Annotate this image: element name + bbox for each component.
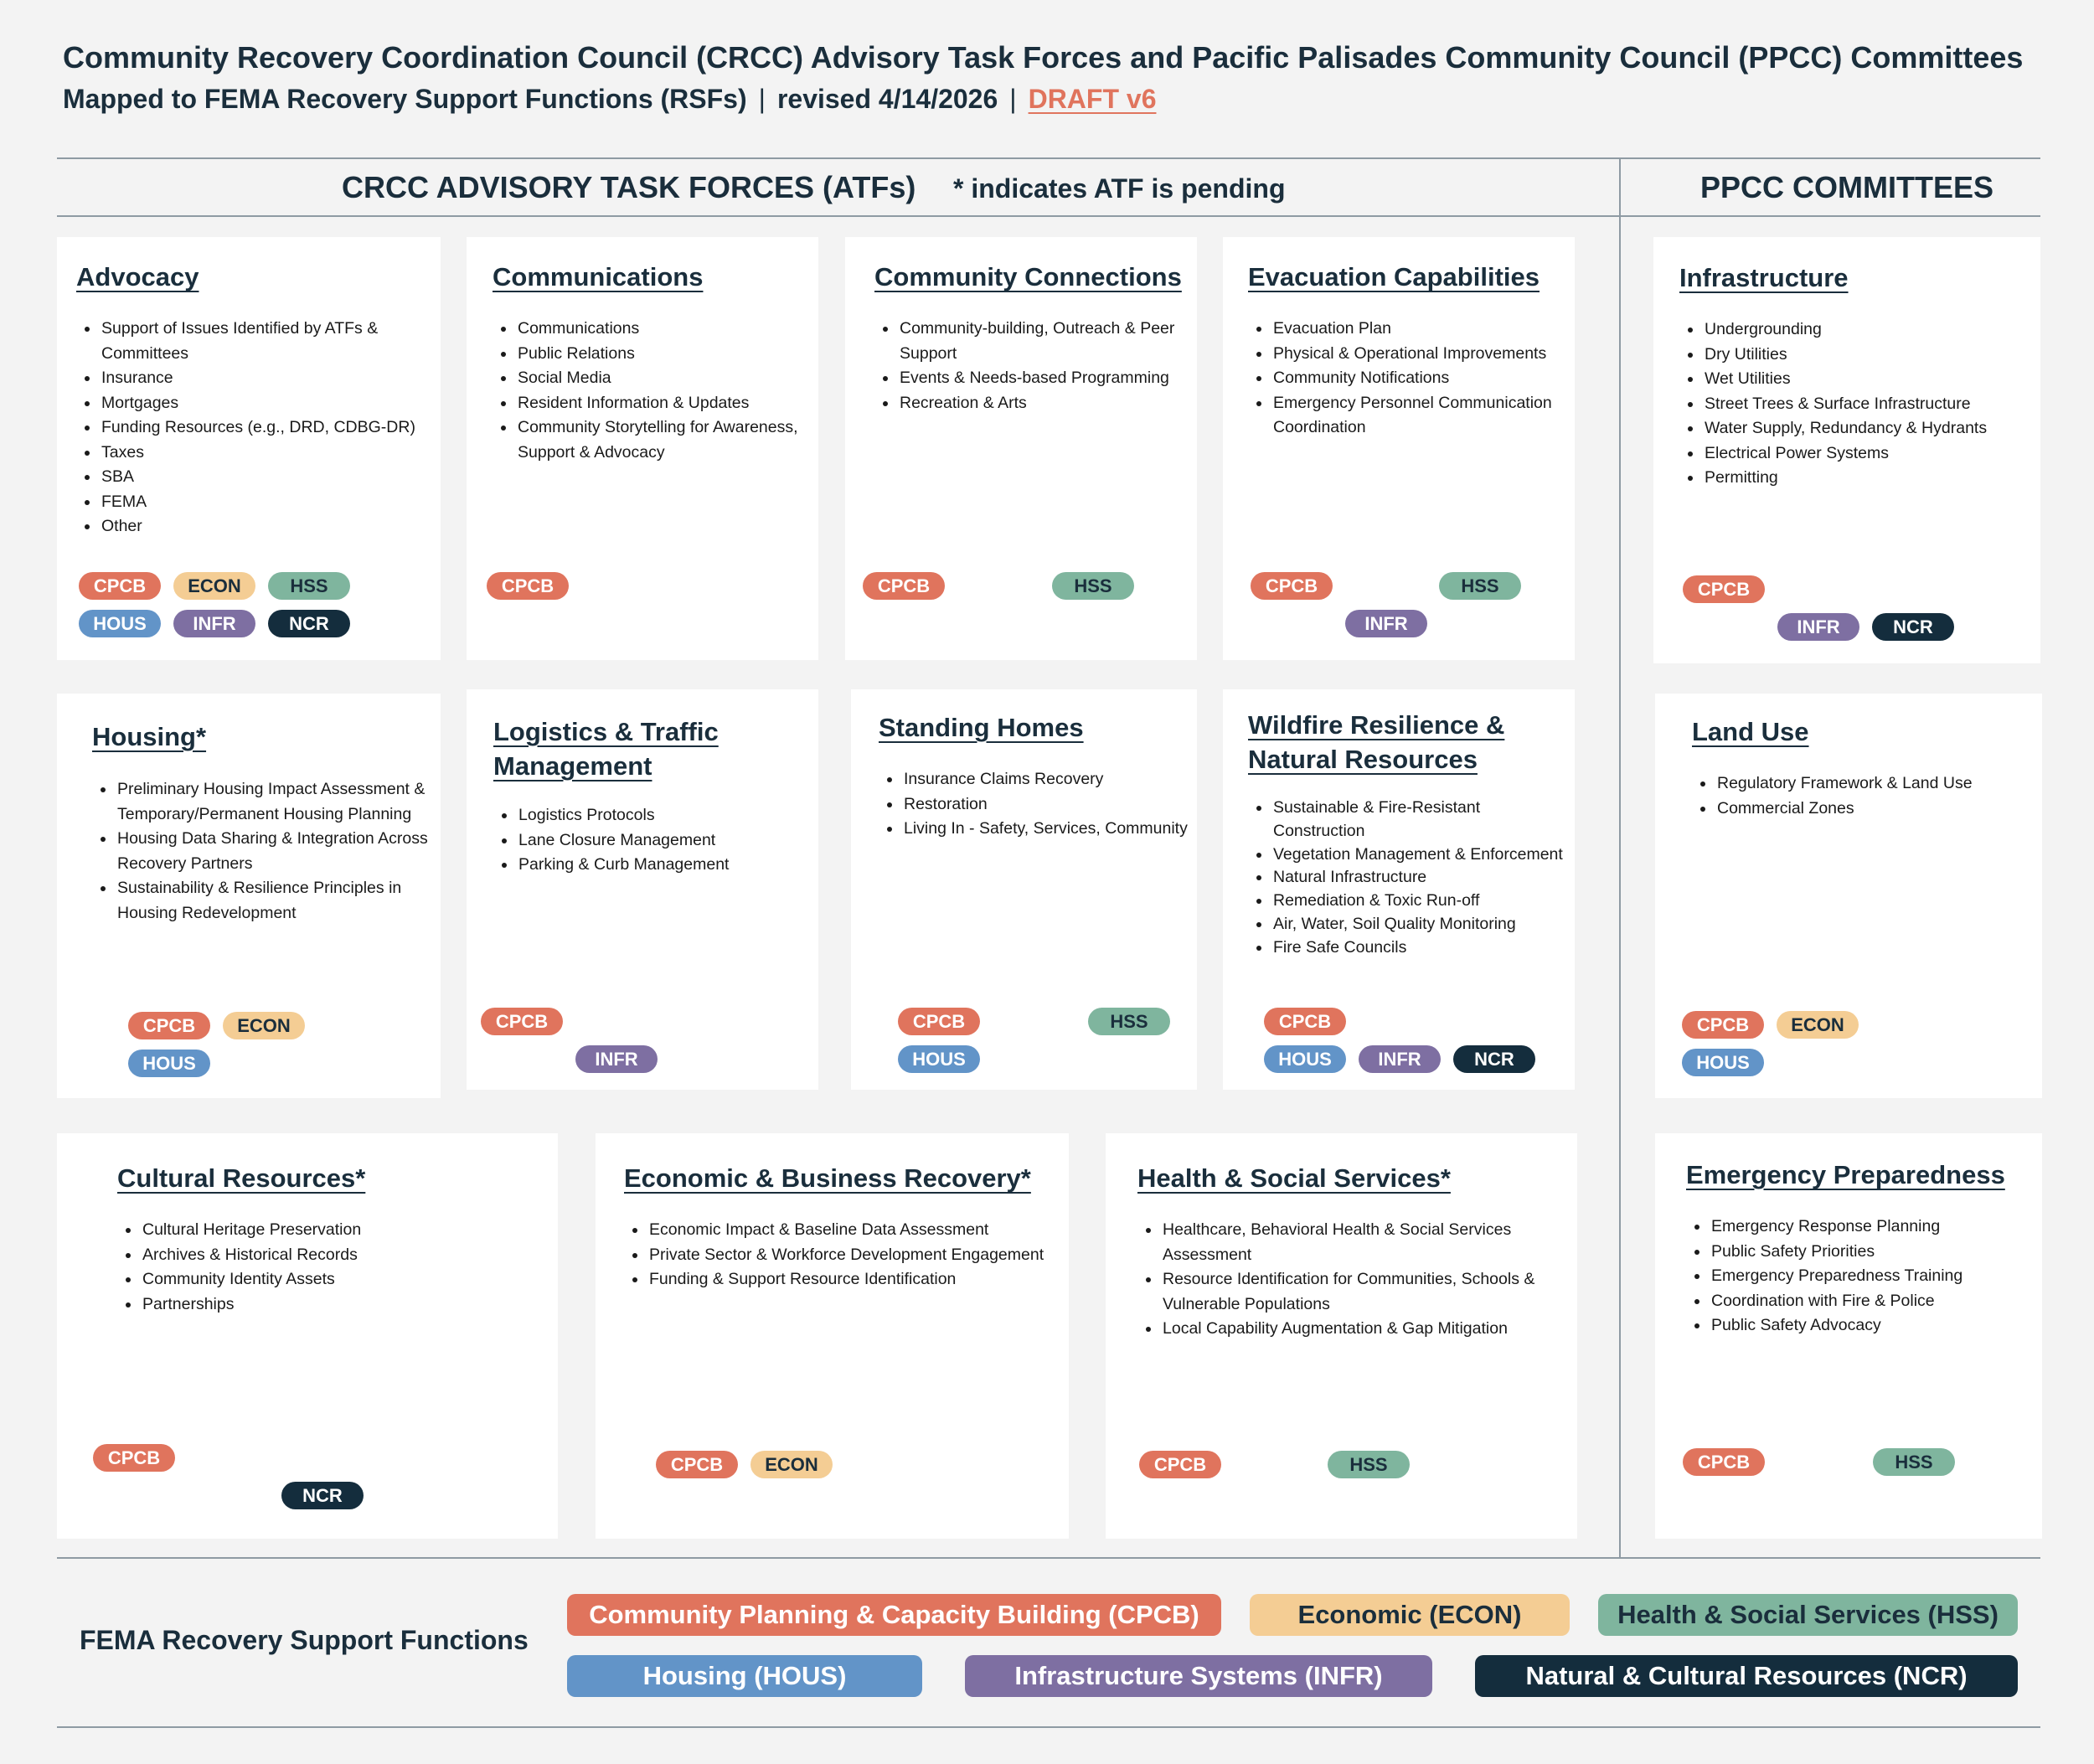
card-item: • Electrical Power Systems (1703, 441, 2055, 467)
card-item: • Mortgages (100, 391, 443, 416)
top-divider (57, 157, 2040, 159)
card-title: Logistics & Traffic Management (493, 717, 719, 781)
card-item: • Commercial Zones (1715, 797, 2050, 822)
card-item: • SBA (100, 465, 443, 490)
card-item: • Natural Infrastructure (1271, 866, 1573, 890)
card-item: • Archives & Historical Records (141, 1243, 543, 1268)
card-item: • Public Safety Advocacy (1710, 1313, 2045, 1338)
rsf-tag-cpcb: CPCB (1682, 1011, 1764, 1039)
card-item: • Community Storytelling for Awareness, Support & Advocacy (516, 415, 826, 465)
rsf-tag-econ: ECON (173, 572, 255, 600)
rsf-tag-hss: HSS (1328, 1451, 1410, 1478)
revision-date: revised 4/14/2026 (776, 84, 998, 114)
card-item: • Fire Safe Councils (1271, 936, 1573, 960)
column-divider (1619, 157, 1621, 1558)
legend-hss: Health & Social Services (HSS) (1598, 1594, 2018, 1636)
atf-card-cultural-resources (57, 1133, 558, 1539)
atf-card-communications (467, 237, 818, 660)
card-item: • Physical & Operational Improvements (1271, 342, 1581, 367)
card-item: • Resource Identification for Communities, Schools & Vulnerable Populations (1161, 1267, 1580, 1317)
rsf-tag-hss: HSS (1873, 1448, 1955, 1476)
card-item: • Private Sector & Workforce Development Engagement (647, 1243, 1083, 1268)
card-item: • Parking & Curb Management (517, 853, 827, 878)
atf-pending-note: * indicates ATF is pending (953, 173, 1286, 204)
rsf-tag-cpcb: CPCB (79, 572, 161, 600)
rsf-tag-infr: INFR (1359, 1045, 1441, 1073)
card-item: • Water Supply, Redundancy & Hydrants (1703, 416, 2055, 441)
card-item: • Air, Water, Soil Quality Monitoring (1271, 913, 1573, 936)
atf-card-economic-business (596, 1133, 1069, 1539)
rsf-tag-econ: ECON (750, 1451, 833, 1478)
card-item: • Emergency Personnel Communication Coordination (1271, 391, 1581, 441)
rsf-tag-infr: INFR (1777, 613, 1859, 641)
subtitle-mapping: Mapped to FEMA Recovery Support Functions (RSFs) (63, 84, 747, 114)
card-item: • Funding & Support Resource Identification (647, 1267, 1083, 1292)
card-item: • Wet Utilities (1703, 367, 2055, 392)
card-title: Land Use (1692, 717, 1809, 746)
card-item: • Insurance Claims Recovery (902, 767, 1204, 792)
atf-section-title: CRCC ADVISORY TASK FORCES (ATFs) (342, 170, 916, 204)
card-item: • Healthcare, Behavioral Health & Social Services Assessment (1161, 1218, 1580, 1267)
card-item: • Resident Information & Updates (516, 391, 826, 416)
card-item: • Communications (516, 317, 826, 342)
legend-bottom-divider (57, 1726, 2040, 1728)
card-item: • Partnerships (141, 1292, 543, 1318)
card-item: • Sustainable & Fire-Resistant Construction (1271, 797, 1573, 843)
atf-card-evacuation-capabilities (1223, 237, 1575, 660)
atf-card-housing (57, 694, 441, 1098)
rsf-tag-hous: HOUS (128, 1050, 210, 1077)
legend-ncr: Natural & Cultural Resources (NCR) (1475, 1655, 2018, 1697)
card-item: • Undergrounding (1703, 317, 2055, 343)
card-item: • Social Media (516, 366, 826, 391)
card-item: • Support of Issues Identified by ATFs & Committees (100, 317, 443, 366)
card-item: • FEMA (100, 490, 443, 515)
ppcc-card-emergency-preparedness (1655, 1133, 2042, 1539)
atf-card-health-social (1106, 1133, 1577, 1539)
card-item: • Preliminary Housing Impact Assessment & Temporary/Permanent Housing Planning (116, 777, 446, 827)
legend-infr: Infrastructure Systems (INFR) (965, 1655, 1432, 1697)
card-item: • Evacuation Plan (1271, 317, 1581, 342)
card-item: • Housing Data Sharing & Integration Across Recovery Partners (116, 827, 446, 876)
rsf-tag-hss: HSS (1088, 1008, 1170, 1035)
card-item: • Logistics Protocols (517, 803, 827, 828)
rsf-tag-econ: ECON (223, 1012, 305, 1039)
card-title: Communications (493, 262, 704, 291)
ppcc-section-title: PPCC COMMITTEES (1700, 170, 1994, 204)
card-item: • Recreation & Arts (898, 391, 1212, 416)
rsf-tag-cpcb: CPCB (863, 572, 945, 600)
rsf-tag-econ: ECON (1777, 1011, 1859, 1039)
card-item: • Public Relations (516, 342, 826, 367)
rsf-tag-hss: HSS (1439, 572, 1521, 600)
rsf-tag-cpcb: CPCB (1683, 1448, 1765, 1476)
atf-card-advocacy (57, 237, 441, 660)
card-item: • Street Trees & Surface Infrastructure (1703, 392, 2055, 417)
card-title: Housing* (92, 722, 207, 751)
rsf-tag-cpcb: CPCB (128, 1012, 210, 1039)
card-item: • Living In - Safety, Services, Community (902, 817, 1204, 842)
rsf-tag-ncr: NCR (1872, 613, 1954, 641)
card-title: Evacuation Capabilities (1248, 262, 1540, 291)
rsf-tag-hous: HOUS (79, 610, 161, 637)
card-item: • Emergency Preparedness Training (1710, 1264, 2045, 1289)
card-title: Infrastructure (1679, 263, 1849, 292)
rsf-tag-ncr: NCR (281, 1482, 364, 1509)
card-title: Advocacy (76, 262, 199, 291)
card-item: • Events & Needs-based Programming (898, 366, 1212, 391)
ppcc-card-land-use (1655, 694, 2042, 1098)
section-header-divider (57, 215, 2040, 217)
card-item: • Cultural Heritage Preservation (141, 1218, 543, 1243)
rsf-tag-infr: INFR (173, 610, 255, 637)
rsf-tag-cpcb: CPCB (93, 1444, 175, 1472)
rsf-tag-cpcb: CPCB (1264, 1008, 1346, 1035)
card-title: Health & Social Services* (1137, 1163, 1451, 1193)
subtitle-divider: | (1009, 84, 1017, 114)
atf-card-wildfire-resilience (1223, 689, 1575, 1090)
rsf-tag-hss: HSS (1052, 572, 1134, 600)
legend-hous: Housing (HOUS) (567, 1655, 922, 1697)
card-item: • Coordination with Fire & Police (1710, 1289, 2045, 1314)
rsf-tag-cpcb: CPCB (898, 1008, 980, 1035)
card-item: • Community Notifications (1271, 366, 1581, 391)
card-item: • Permitting (1703, 466, 2055, 491)
card-item: • Community Identity Assets (141, 1267, 543, 1292)
rsf-tag-cpcb: CPCB (481, 1008, 563, 1035)
card-item: • Remediation & Toxic Run-off (1271, 890, 1573, 913)
rsf-tag-infr: INFR (575, 1045, 658, 1073)
page-title: Community Recovery Coordination Council (CRCC) Advisory Task Forces and Pacific Palisades Community Council (PPCC) Committees (63, 40, 2024, 75)
card-title: Community Connections (874, 262, 1182, 291)
card-item: • Taxes (100, 441, 443, 466)
ppcc-card-infrastructure (1653, 237, 2040, 663)
rsf-tag-hous: HOUS (898, 1045, 980, 1073)
rsf-tag-hss: HSS (268, 572, 350, 600)
card-item: • Dry Utilities (1703, 343, 2055, 368)
atf-card-community-connections (845, 237, 1197, 660)
card-item: • Other (100, 514, 443, 539)
legend-cpcb: Community Planning & Capacity Building (CPCB) (567, 1594, 1221, 1636)
card-item: • Economic Impact & Baseline Data Assessment (647, 1218, 1083, 1243)
rsf-tag-cpcb: CPCB (1251, 572, 1333, 600)
card-item: • Local Capability Augmentation & Gap Mitigation (1161, 1317, 1580, 1342)
card-title: Cultural Resources* (117, 1163, 366, 1193)
draft-version-link[interactable]: DRAFT v6 (1028, 84, 1157, 114)
rsf-tag-cpcb: CPCB (656, 1451, 738, 1478)
card-item: • Funding Resources (e.g., DRD, CDBG-DR) (100, 415, 443, 441)
page-subtitle (63, 84, 1156, 115)
card-item: • Insurance (100, 366, 443, 391)
card-title: Economic & Business Recovery* (624, 1163, 1031, 1193)
rsf-tag-hous: HOUS (1682, 1049, 1764, 1076)
rsf-tag-hous: HOUS (1264, 1045, 1346, 1073)
card-item: • Vegetation Management & Enforcement (1271, 843, 1573, 867)
card-item: • Restoration (902, 792, 1204, 818)
card-item: • Lane Closure Management (517, 828, 827, 854)
card-title: Standing Homes (879, 713, 1084, 742)
legend-title: FEMA Recovery Support Functions (80, 1625, 529, 1655)
rsf-tag-cpcb: CPCB (1683, 575, 1765, 603)
rsf-tag-cpcb: CPCB (1139, 1451, 1221, 1478)
legend-econ: Economic (ECON) (1250, 1594, 1570, 1636)
subtitle-divider: | (758, 84, 766, 114)
card-item: • Public Safety Priorities (1710, 1240, 2045, 1265)
card-item: • Emergency Response Planning (1710, 1215, 2045, 1240)
rsf-tag-ncr: NCR (268, 610, 350, 637)
rsf-tag-cpcb: CPCB (487, 572, 569, 600)
atf-card-standing-homes (851, 689, 1197, 1090)
card-item: • Sustainability & Resilience Principles in Housing Redevelopment (116, 876, 446, 926)
legend-top-divider (57, 1557, 2040, 1559)
card-item: • Community-building, Outreach & Peer Support (898, 317, 1212, 366)
card-title: Emergency Preparedness (1686, 1160, 2005, 1189)
card-item: • Regulatory Framework & Land Use (1715, 771, 2050, 797)
atf-card-logistics-traffic (467, 689, 818, 1090)
rsf-tag-infr: INFR (1345, 610, 1427, 637)
rsf-tag-ncr: NCR (1453, 1045, 1535, 1073)
card-title: Wildfire Resilience & Natural Resources (1248, 710, 1505, 774)
